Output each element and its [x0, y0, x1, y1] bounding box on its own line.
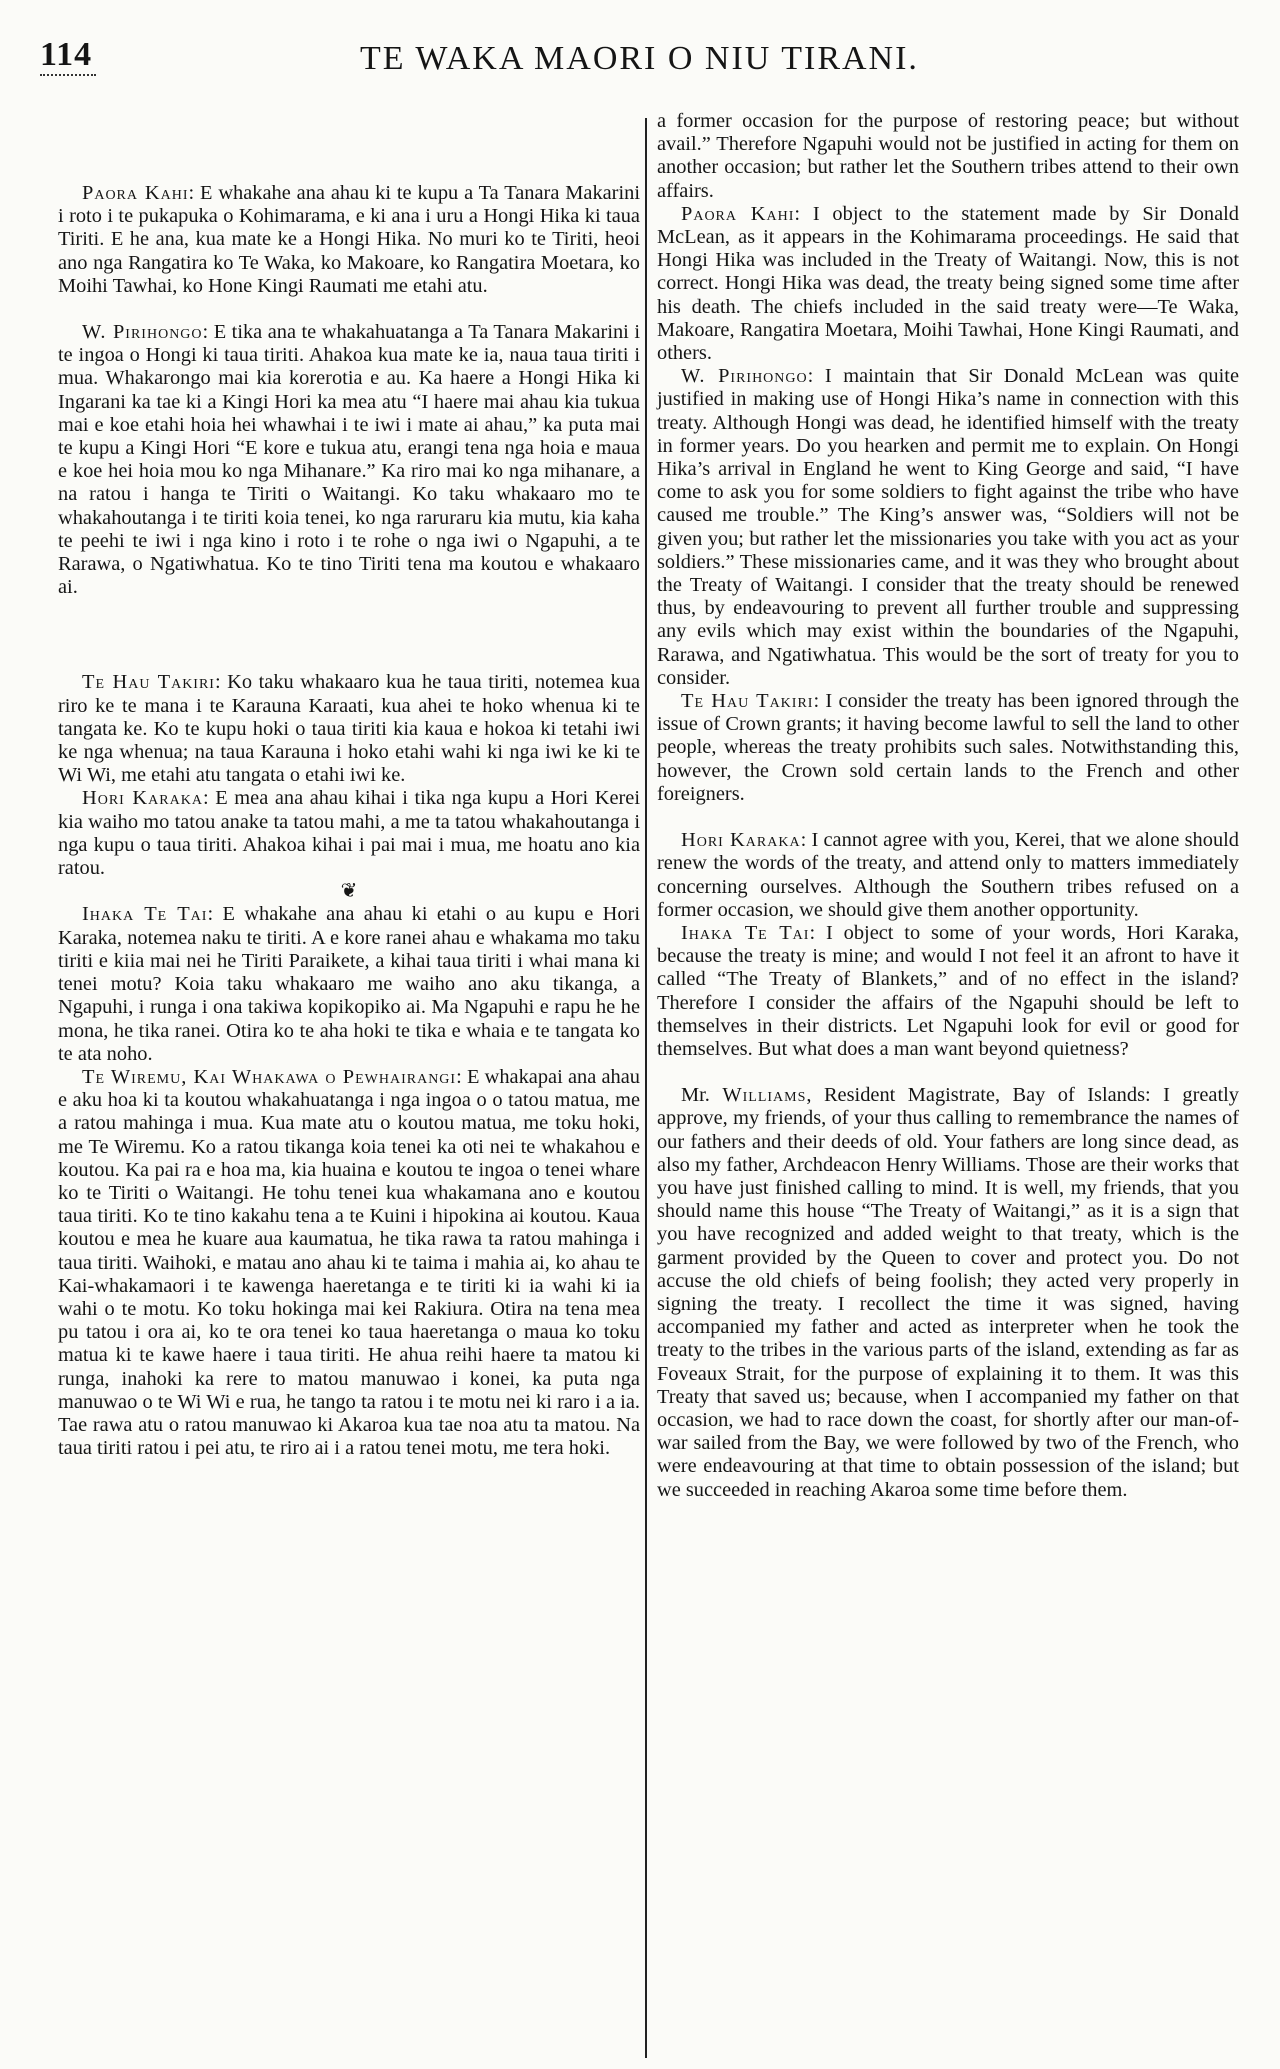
continued-text: a former occasion for the purpose of restoring peace; but without avail.” Therefore Ngapuhi would not be justified in acting for them on another occasion; but rather let the Southern tribes attend to their own affairs.: [657, 110, 1239, 202]
speech-hau-takiri-maori: Te Hau Takiri: Ko taku whakaaro kua he taua tiriti, notemea kua riro ke te mana i te Karauna Karaati, kua ahei te hoko whenua ki te tangata ke. Ko te kupu hoki o taua tiriti kia kaua e hokoa ki tetahi iwi ke nga whenua; na taua Karauna i hoko etahi wahi ki nga iwi ke ki te Wi Wi, me etahi atu tangata o etahi iwi ke.: [58, 671, 641, 787]
speech-paora-kahi-maori: Paora Kahi: E whakahe ana ahau ki te kupu a Ta Tanara Makarini i roto i te pukapuka o Kohimarama, e ki ana i uru a Hongi Hika ki taua Tiriti. E he ana, kua mate ke a Hongi Hika. No muri ko te Tiriti, heoi ano nga Rangatira ko Te Waka, ko Makoare, ko Rangatira Moetara, ko Moihi Tawhai, ko Hone Kingi Raumati me etahi atu.: [58, 182, 641, 297]
speech-hau-takiri-english: Te Hau Takiri: I consider the treaty has been ignored through the issue of Crown grants; it having become lawful to sell the land to other people, whereas the treaty prohibits such sales. Notwithstanding this, however, the Crown sold certain lands to the French and other foreigners.: [657, 690, 1239, 805]
speaker-name: Hori Karaka: [681, 829, 801, 852]
speech-ihaka-te-tai-maori: Ihaka Te Tai: E whakahe ana ahau ki etahi o au kupu e Hori Karaka, notemea naku te tiriti. A e kore ranei ahau e whakama mo taku tiriti e kiia mai nei he Tiriti Paraikete, a kihai taua tiriti i whai mana ki tenei motu? Koia taku whakaaro me waiho ano aku tikanga, a Ngapuhi, i runga i ona takiwa kopikopiko ai. Ma Ngapuhi e rapu he he mona, he tika ranei. Otira ko te aha hoki te tika e whaia e te tangata ko te ata noho.: [58, 903, 640, 1065]
speaker-name: W. Pirihongo: [681, 365, 808, 388]
speaker-name: Te Hau Takiri: [681, 690, 814, 713]
speech-pirihongo-english: W. Pirihongo: I maintain that Sir Donald McLean was quite justified in making use of Hongi Hika’s name in connection with this treaty. Although Hongi was dead, he identified himself with the treaty in former years. Do you hearken and permit me to explain. On Hongi Hika’s arrival in England he went to King George and said, “I have come to ask you for some soldiers to fight against the tribe who have caused me trouble.” The King’s answer was, “Soldiers will not be given you; but rather let the missionaries you take with you act as your soldiers.” These missionaries came, and it was they who brought about the Treaty of Waitangi. I consider that the treaty should be renewed thus, by endeavouring to prevent all further trouble and suppressing any evils which may exist within the boundaries of the Ngapuhi, Rarawa, and Ngatiwhatua. This would be the sort of treaty for you to consider.: [657, 365, 1240, 689]
speaker-name: Te Wiremu, Kai Whakawa o Pewhairangi: [82, 1065, 457, 1088]
speaker-name: Te Hau Takiri: [82, 671, 215, 694]
speech-ihaka-te-tai-english: Ihaka Te Tai: I object to some of your words, Hori Karaka, because the treaty is mine; and would I not feel it an afront to have it called “The Treaty of Blankets,” and of no effect in the island? Therefore I consider the affairs of the Ngapuhi should be left to themselves in their districts. Let Ngapuhi look for evil or good for themselves. But what does a man want beyond quietness?: [657, 921, 1239, 1060]
speech-pirihongo-maori: W. Pirihongo: E tika ana te whakahuatanga a Ta Tanara Makarini i te ingoa o Hongi ki taua tiriti. Ahakoa kua mate ke ia, naua taua tiriti i mua. Whakarongo mai kia korerotia e au. Ka haere a Hongi Hika ki Ingarani ka tae ki a Kingi Hori ka mea atu “I haere mai ahau kia tukua mai e koe etahi hoia hei whawhai i te iwi i mate ai ahau,” ka puta mai te kupu a Kingi Hori “E kore e tukua atu, erangi tena nga hoia e maua e koe hei hoia mou ko nga Mihanare.” Ka riro mai ko nga mihanare, a na ratou i hanga te Tiriti o Waitangi. Ko taku whakaaro mo te whakahoutanga i te tiriti koia tenei, ko nga raruraru kia mutu, kia kaha te peehi te iwi i nga kino i roto i te rohe o nga iwi o Ngapuhi, a te Rarawa, o Ngatiwhatua. Ko te tino Tiriti tena ma koutou e whakaaro ai.: [58, 321, 641, 599]
speaker-name: Ihaka Te Tai: [82, 903, 208, 926]
column-divider: [645, 118, 647, 2058]
speech-hori-karaka-maori: Hori Karaka: E mea ana ahau kihai i tika nga kupu a Hori Kerei kia waiho mo tatou anake ta tatou mahi, a me ta tatou whakahoutanga i nga kupu o taua tiriti. Ahakoa kihai i pai mai i mua, me hoatu ano kia ratou.: [58, 787, 640, 880]
page-number: 114: [40, 36, 93, 73]
running-title: TE WAKA MAORI O NIU TIRANI.: [360, 40, 919, 77]
speaker-name: W. Pirihongo: [82, 321, 203, 344]
page-header: [40, 30, 1250, 90]
speaker-name: Paora Kahi: [681, 202, 795, 225]
speaker-name: Williams: [722, 1084, 807, 1107]
english-column: [657, 110, 1239, 1502]
speech-hori-karaka-english: Hori Karaka: I cannot agree with you, Kerei, that we alone should renew the words of the treaty, and attend only to matters immediately concerning ourselves. Although the Southern tribes refused on a former occasion, we should give them another opportunity.: [657, 829, 1239, 921]
speaker-name: Paora Kahi: [82, 182, 189, 204]
speaker-name: Hori Karaka: [82, 787, 203, 810]
speech-paora-kahi-english: Paora Kahi: I object to the statement made by Sir Donald McLean, as it appears in the Kohimarama proceedings. He said that Hongi Hika was included in the Treaty of Waitangi. Now, this is not correct. Hongi Hika was dead, the treaty being signed some time after his death. The chiefs included in the said treaty were—Te Waka, Makoare, Rangatira Moetara, Moihi Tawhai, Hone Kingi Raumati, and others.: [657, 202, 1240, 365]
maori-column: [58, 110, 640, 1460]
speaker-name: Ihaka Te Tai: [681, 921, 810, 944]
ornament-icon: ❦: [340, 880, 358, 903]
speech-williams-english: Mr. Williams, Resident Magistrate, Bay of Islands: I greatly approve, my friends, of your thus calling to remembrance the names of our fathers and their deeds of old. Your fathers are long since dead, as also my father, Archdeacon Henry Williams. Those are their works that you have just finished calling to mind. It is well, my friends, that you should name this house “The Treaty of Waitangi,” as it is a sign that you have recognized and added weight to that treaty, which is the garment provided by the Queen to cover and protect you. Do not accuse the old chiefs of being foolish; they acted very properly in signing the treaty. I recollect the time it was signed, having accompanied my father and acted as interpreter when he took the treaty to the tribes in the various parts of the island, extending as far as Foveaux Strait, for the purpose of explaining it to them. It was this Treaty that saved us; because, when I accompanied my father on that occasion, we had to race down the coast, for shortly after our man-of-war sailed from the Bay, we were followed by two of the French, who were endeavouring at that time to obtain possession of the island; but we succeeded in reaching Akaroa some time before them.: [657, 1084, 1239, 1501]
speech-te-wiremu-maori: Te Wiremu, Kai Whakawa o Pewhairangi: E whakapai ana ahau e aku hoa ki ta koutou whakahuatanga i nga ingoa o o tatou matua, me a ratou mahinga i mua. Kua mate atu o koutou matua, me toku hoki, me Te Wiremu. Ko a ratou tikanga koia tenei ka oti nei te whakahou e koutou. Ka pai ra e hoa ma, kia huaina e koutou te ingoa o tenei whare ko te Tiriti o Waitangi. He tohu tenei kua whakamana ano e koutou taua tiriti. Ko te tino kakahu tena a te Kuini i hipokina ai koutou. Kaua koutou e mea he kuare aua kaumatua, he tika rawa ta ratou mahinga i taua tiriti. Waihoki, e matau ano ahau ki te taima i mahia ai, ko ahau te Kai-whakamaori i te kawenga haeretanga e te tiriti ki ia wahi ki ia wahi o te motu. Ko toku hokinga mai kei Rakiura. Otira na tena mea pu tatou i ora ai, ko te ora tenei ko taua haeretanga o maua ko toku matua ki te kawe haere i taua tiriti. He ahua reihi haere ta matou ki runga, inahoki ka rere to matou manuwao i konei, ka puta nga manuwao o te Wi Wi e rua, he tango ta ratou i te motu nei ki raro i a ia. Tae rawa atu o ratou manuwao ki Akaroa kua tae noa atu ta matou. Na taua tiriti ratou i pei atu, te riro ai i a ratou tenei motu, me tera hoki.: [58, 1065, 640, 1460]
speaker-title: Resident Magistrate, Bay of Islands: [823, 1084, 1146, 1107]
